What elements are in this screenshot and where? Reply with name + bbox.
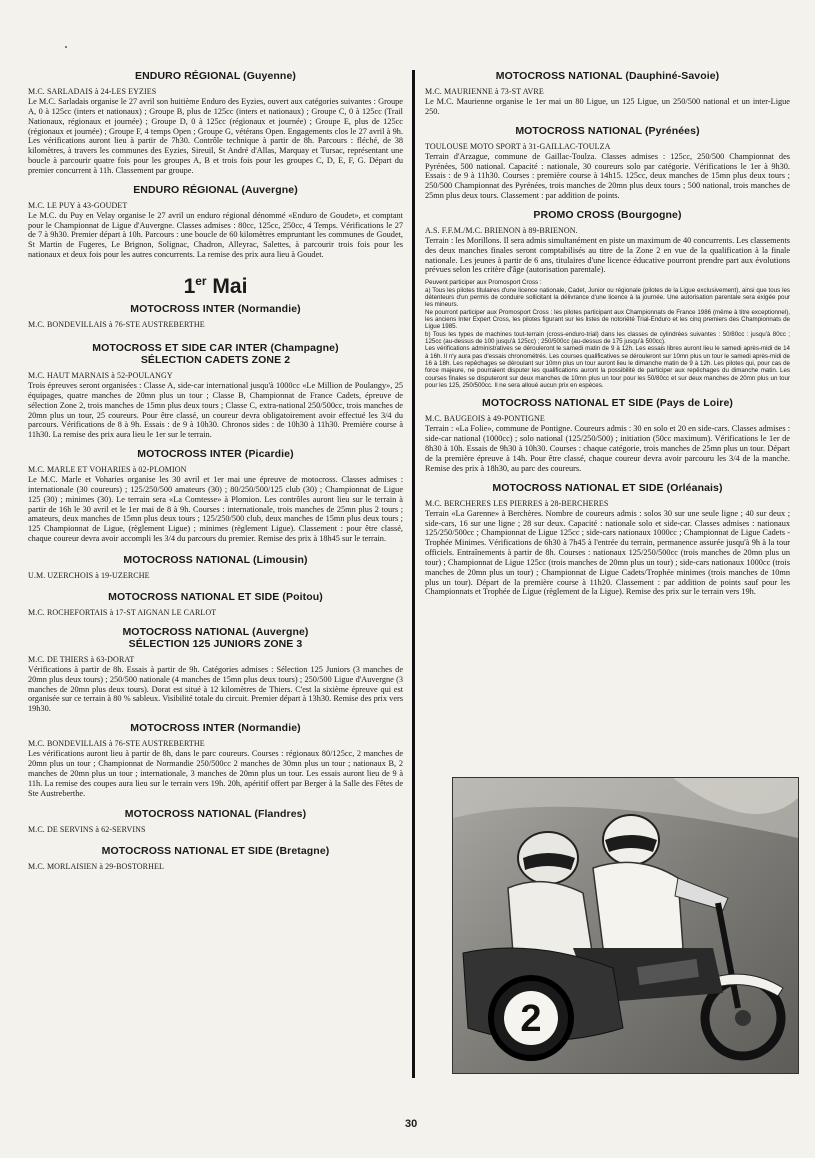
section-motocross-inter-picardie [28, 448, 403, 544]
page-number: 30 [405, 1118, 418, 1130]
club-name: M.C. LE PUY à 43-GOUDET [28, 200, 128, 210]
section-heading: MOTOCROSS NATIONAL (Limousin) [123, 553, 308, 566]
section-enduro-auvergne [28, 184, 403, 260]
section-heading: MOTOCROSS NATIONAL (Auvergne) SÉLECTION 125 JUNIORS ZONE 3 [28, 626, 403, 650]
club-name: U.M. UZERCHOIS à 19-UZERCHE [28, 570, 150, 580]
club-name: M.C. MORLAISIEN à 29-BOSTORHEL [28, 862, 164, 872]
speck [65, 46, 67, 48]
section-body: Les vérifications auront lieu à partir de 8h, dans le parc coureurs. Courses : régionaux 80/125cc, 2 manches de 20mn plus un tour ; Championnat de Normandie 250/500cc 2 manches de 30mn plus un tour ; nationaux B, 2 manches de 20mn plus un tour ; internationale, 3 manches de 20mn plus un tour. Les essais auront lieu de 9 à 11h. La remise des coupes aura lieu sur le terrain vers 19h. 20h, apéritif offert par Berger à la Salle des Fêtes de Ste Austreberthe. [28, 749, 403, 798]
section-motocross-limousin [28, 554, 403, 581]
section-heading: MOTOCROSS ET SIDE CAR INTER (Champagne) SÉLECTION CADETS ZONE 2 [28, 342, 403, 366]
section-heading: MOTOCROSS NATIONAL (Flandres) [124, 808, 307, 821]
section-motocross-flandres [28, 808, 403, 835]
section-body: Trois épreuves seront organisées : Classe A, side-car international jusqu'à 1000cc «Le Million de Poulangy», 25 équipages, quatre manches de 20mn plus un tour ; Classe B, Championnat de France Cadets, épreuve de sélection Zone 2, trois manches de 15mn plus deux tours ; Classe C, extra-national 250/500cc, trois manches de 20mn plus un tour, 25 coureurs. Pour être classé, un coureur devra obligatoirement avoir effectué les 3/4 du parcours. Vérifications de 8 à 9h. Essais : de 9 à 10h30. Chronos sides : de 10h30 à 11h30. Première course à 11h30. La remise des prix aura lieu le 1er sur le terrain. [28, 380, 403, 440]
club-name: M.C. DE SERVINS à 62-SERVINS [28, 825, 146, 835]
club-name: M.C. SARLADAIS à 24-LES EYZIES [28, 87, 157, 96]
column-divider [412, 78, 415, 1078]
section-motocross-side-bretagne [28, 845, 403, 872]
club-name: M.C. MAURIENNE à 73-ST AVRE [425, 87, 544, 96]
front-hub [735, 1010, 751, 1026]
section-body: Vérifications à partir de 8h. Essais à partir de 9h. Catégories admises : Sélection 125 Juniors (3 manches de 20mn plus deux tours) ; 250/500 nationale (4 manches de 15mn plus deux tours) ; 250/500 Ligue d'Auvergne (3 manches de 20mn plus deux tours). Dorat est situé à 12 kilomètres de Thiers. C'est la sixième épreuve qui est organisée sur ce terrain à 80 % sableux. Visibilité totale du circuit. Premier départ à 13h30. Remise des prix vers 19h30. [28, 664, 403, 714]
section-heading: MOTOCROSS INTER (Picardie) [137, 448, 294, 461]
club-name: M.C. BERCHERES LES PIERRES à 28-BERCHERES [425, 498, 609, 508]
section-motocross-dauphine-savoie [425, 70, 790, 117]
section-motocross-auvergne [28, 626, 403, 714]
section-heading: MOTOCROSS NATIONAL ET SIDE (Orléanais) [492, 481, 723, 494]
section-subheading: SÉLECTION 125 JUNIORS ZONE 3 [128, 637, 303, 650]
section-body: Le M.C. Sarladais organise le 27 avril son huitième Enduro des Eyzies, ouvert aux catégories suivantes : Groupe A, 0 à 125cc (inters et nationaux) ; Groupe B, plus de 125cc (inters et nationaux) ; Groupe C, 0 à 125cc (Trail Nationaux, régionaux et journée) ; Groupe D, 0 à 125cc (régionaux et journée) ; Groupe E, plus de 125cc (régionaux et journée) ; Groupe F, 4 temps Open ; Groupe G, vétérans Open. Engagements clos le 27 avril à 9h. Les vérifications auront lieu à partir de 7h30. Contrôle technique à partir de 8h. Parcours : fléché, de 38 kilomètres, à travers les communes des Eyzies, Sireuil, St André d'Allas, Marquay et Tursac, représentant une boucle à parcourir quatre fois pour les groupes A, B et trois fois pour les groupes C, D, E, F, G. Départ du premier concurrent à 11h. Classement par groupe. [28, 97, 403, 175]
section-heading: MOTOCROSS INTER (Normandie) [130, 722, 301, 735]
section-body: Terrain «La Garenne» à Berchères. Nombre de coureurs admis : solos 30 sur une seule ligne ; 40 sur deux ; side-cars, 16 sur une ligne ; 28 sur deux. Capacité : nationale solo et side-car. Classes admises : nationaux 125/250/500cc ; Championnat de Ligue 125cc ; side-cars nationaux 1000cc ; Championnat de Ligue Cadets - Trophée Minimes. Vérifications de 6h30 à 7h45 à l'entrée du terrain, permanence assurée jusqu'à 9h à la tour officiels. Entraînements à partir de 8h. Courses : nationaux 125/250/500cc (trois manches de 20mn plus un tour) ; Championnat de Ligue 125cc (trois manches de 20mn plus un tour) ; side-cars nationaux 1000cc (trois manches de 20mn plus un tour) ; Championnat de Ligue Cadets/Trophée minimes (trois manches de 10mn plus un tour). Départ de la première course à 11h20. Classement : par addition de points sauf pour les Championnats et Trophée de Ligue (règlement de la Ligue). Remise des prix sur le terrain vers 19h. [425, 508, 790, 597]
section-motocross-inter-normandie [28, 303, 403, 330]
section-motocross-side-orleanais [425, 482, 790, 598]
club-name: M.C. BONDEVILLAIS à 76-STE AUSTREBERTHE [28, 739, 205, 749]
section-body: Terrain : «La Folie», commune de Pontigne. Coureurs admis : 30 en solo et 20 en side-cars. Classes admises : side-car national (1000cc) ; solo national (125/250/500) ; initiation (50cc maximum). Vérifications le 1er de 8h30 à 10h. Essais de 9h30 à 10h30. Courses : chaque catégorie, trois manches de 25mn plus un tour. Départ de la première épreuve à 14h. Pour être classé, chaque coureur devra avoir parcouru les 3/4 de la manche. Remise des prix à 18h30, au parc des coureurs. [425, 424, 790, 473]
club-name: A.S. F.F.M./M.C. BRIENON à 89-BRIENON. [425, 225, 578, 235]
section-heading: MOTOCROSS NATIONAL (Pyrénées) [515, 124, 700, 137]
section-motocross-side-pays-de-loire [425, 397, 790, 473]
section-heading: MOTOCROSS NATIONAL ET SIDE (Bretagne) [101, 845, 330, 858]
club-name: M.C. HAUT MARNAIS à 52-POULANGY [28, 370, 173, 380]
section-heading: MOTOCROSS INTER (Normandie) [130, 302, 301, 315]
section-enduro-guyenne [28, 70, 403, 176]
section-body: Le M.C. du Puy en Velay organise le 27 avril un enduro régional dénommé «Enduro de Goudet», et comptant pour le Championnat de Ligue d'Auvergne. Classes admises : 80cc, 125cc, 250cc, 4 Temps. Vérifications le 27 de 7 à 9h30. Premier départ à 10h. Parcours : une boucle de 60 kilomètres empruntant les communes de Goudet, St Martin de Fugeres, Le Brignon, Solignac, Chadron, Alleyrac, Salettes, à parcourir trois fois pour les nationaux et deux fois pour les autres concurrents. La remise des prix aura lieu à Goudet. [28, 210, 403, 260]
section-body: Terrain : les Morillons. Il sera admis simultanément en piste un maximum de 40 concurrents. Les classements des deux manches finales seront comptabilisés au titre de la Zone 2 en vue de la qualification à la finale nationale. Les jeunes à partir de 6 ans, titulaires d'une licence éducative pourront prendre part aux évolutions prévues selon les critère d'âge (autorisation parentale). [425, 235, 790, 275]
club-name: M.C. MARLE ET VOHARIES à 02-PLOMION [28, 465, 187, 475]
section-heading: ENDURO RÉGIONAL (Guyenne) [135, 70, 296, 82]
section-heading: MOTOCROSS NATIONAL ET SIDE (Poitou) [108, 590, 323, 603]
rider-body [593, 862, 683, 958]
section-body: Terrain d'Arzague, commune de Gaillac-Toulza. Classes admises : 125cc, 250/500 Championnat des Pyrénées, 500 national. Capacité : nationale, 30 coureurs solo par catégorie. Vérifications le 1er à 9h30. Essais : de 9 à 11h30. Courses : première course à 14h15. 125cc, deux manches de 15mn plus deux tours ; 250/500 Championnat des Pyrénées, trois manches de 20mn plus deux tours ; 500 national, trois manches de 25mn plus deux tours. Classement : par addition de points. [425, 151, 790, 201]
section-subheading: SÉLECTION CADETS ZONE 2 [140, 353, 291, 366]
section-heading: MOTOCROSS NATIONAL ET SIDE (Pays de Loire) [482, 397, 733, 410]
section-body: Le M.C. Marle et Voharies organise les 30 avril et 1er mai une épreuve de motocross. Classes admises : internationale (30 coureurs) ; 125/250/500 amateurs (30) ; 80/250/500/125 club (30) ; Championnat de Ligue 125 (30) ; minimes (30). Le terrain sera «La Comtesse» à Plomion. Les contrôles auront lieu sur le terrain à partir de 16h le 30 avril et le 1er mai de 8 à 9h. Courses : internationale, trois manches de 25mn plus 2 tours ; amateurs, deux manches de 15mn plus deux tours ; 125/250/500 club, deux manches de 15mn plus deux tours ; 125 Championnat de Ligue, (règlement Ligue) ; minimes (règlement Ligue). Classement : pour être classé, chaque coureur devra avoir accompli les 3/4 du parcours du premier. Remise des prix à 18h45 sur le terrain. [28, 475, 403, 544]
section-heading: MOTOCROSS NATIONAL (Dauphiné-Savoie) [495, 70, 720, 82]
club-name: M.C. BONDEVILLAIS à 76-STE AUSTREBERTHE [28, 319, 205, 329]
section-heading: PROMO CROSS (Bourgogne) [533, 208, 682, 221]
right-column [425, 62, 790, 601]
club-name: TOULOUSE MOTO SPORT à 31-GAILLAC-TOULZA [425, 141, 611, 151]
section-fine-print: Peuvent participer aux Promosport Cross : a) Tous les pilotes titulaires d'une licence nationale, Cadet, Junior ou régionale (pilotes de la Ligue exclusivement), ainsi que tous les détenteurs d'un permis de conduire sollicitant la délivrance d'une licence à la journée. Une autorisation parentale sera exigée pour les mineurs. Ne pourront participer aux Promosport Cross : les pilotes participant aux Championnats de France 1986 (même à titre exceptionnel), les anciens Inter Expert Cross, les pilotes figurant sur les listes de notoriété Trial-Enduro et les cinq premiers des Championnats de Ligue 1985. b) Tous les types de machines tout-terrain (cross-enduro-trial) dans les classes de cylindrées suivantes : 50/80cc : jusqu'à 80cc ; 125cc (au-dessus de 100 jusqu'à 125cc) ; 250/500cc (au-dessus de 175 jusqu'à 500cc). Les vérifications administratives se dérouleront le samedi matin de 9 à 12h. Les essais libres auront lieu le samedi après-midi de 14 à 16h. Il n'y aura pas d'essais chronométrés. Les courses qualificatives se dérouleront sur 10mn plus un tour le samedi après-midi de 16 à 18h. Les repêchages se déroulant sur 10mn plus un tour auront lieu le dimanche matin de 9 à 12h. Les pilotes qui, pour cas de force majeure, ne pourraient disputer les qualifications auront la possibilité de participer aux repêchages du dimanche matin. Les courses finales se disputeront sur deux manches de 10mn plus un tour pour les 50/80cc et sur deux manches de 20mn plus un tour pour les 125, 250/500cc. Il ne sera alloué aucun prix en espèces. [425, 279, 790, 390]
section-motocross-inter-normandie-2 [28, 722, 403, 798]
race-number: 2 [520, 998, 542, 1040]
section-motocross-side-poitou [28, 591, 403, 618]
section-heading: ENDURO RÉGIONAL (Auvergne) [133, 183, 298, 196]
date-heading: 1er Mai [183, 273, 248, 298]
club-name: M.C. BAUGEOIS à 49-PONTIGNE [425, 414, 545, 424]
sidecar-photo [452, 777, 799, 1074]
section-motocross-pyrenees [425, 125, 790, 201]
sidecar-illustration [453, 778, 798, 1073]
section-body: Le M.C. Maurienne organise le 1er mai un 80 Ligue, un 125 Ligue, un 250/500 national et un inter-Ligue 250. [425, 97, 790, 116]
section-motocross-side-champagne [28, 342, 403, 440]
club-name: M.C. DE THIERS à 63-DORAT [28, 654, 135, 664]
section-promo-cross-bourgogne [425, 209, 790, 390]
club-name: M.C. ROCHEFORTAIS à 17-ST AIGNAN LE CARLOT [28, 607, 217, 617]
left-column [28, 62, 403, 872]
column-divider-cap [412, 70, 415, 78]
